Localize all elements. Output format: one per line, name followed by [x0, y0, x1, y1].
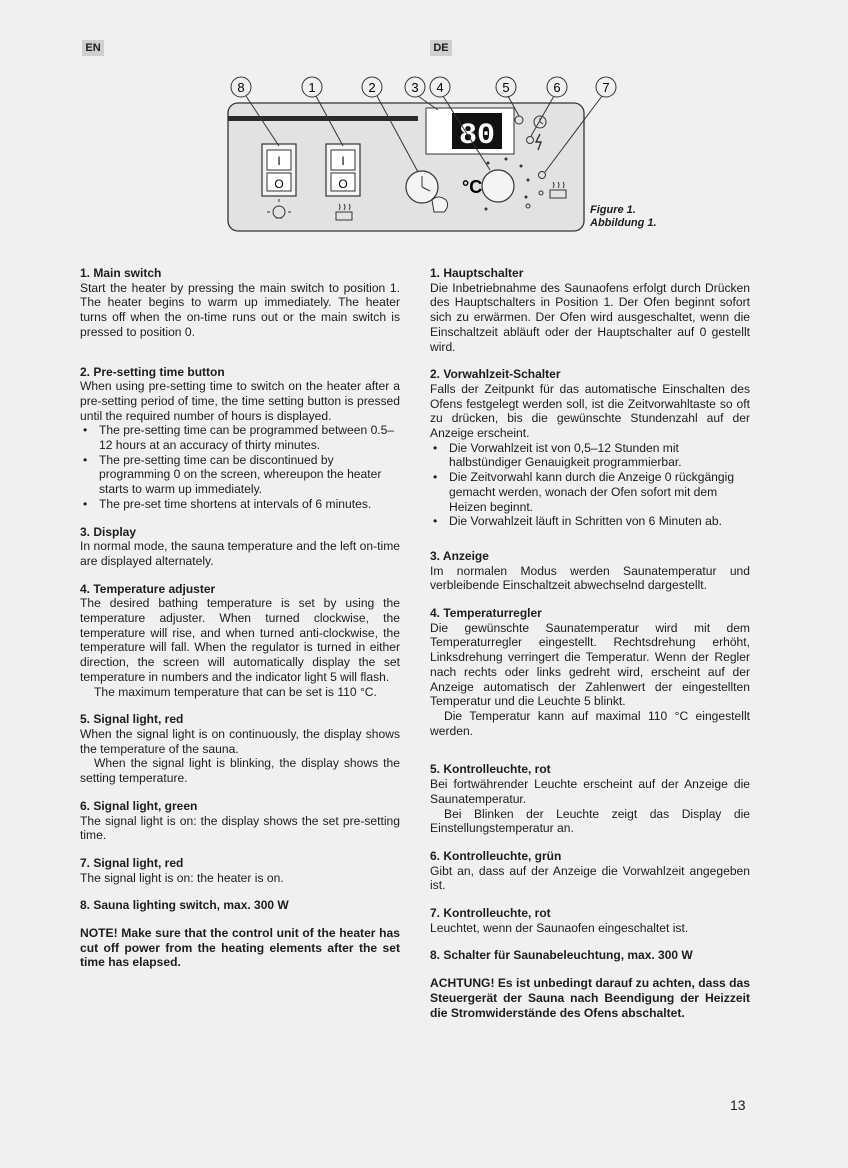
de-section-3-text: Im normalen Modus werden Saunatemperatur und verbleibende Einschaltzeit abwechselnd dargestellt.: [430, 563, 750, 593]
de-bullet-3: • Die Vorwahlzeit läuft in Schritten von 6 Minuten ab.: [430, 514, 750, 529]
control-panel-figure: [0, 0, 848, 240]
en-section-4-text: The desired bathing temperature is set by using the temperature adjuster. When turned clockwise, the temperature will rise, and when turned anti-clockwise, the temperature will fall. When the regulator is turned in either direction, the screen will automatically display the set temperature in numbers and the indicator light 5 will flash.: [80, 596, 400, 684]
display-value: 80: [458, 119, 496, 153]
de-section-7: [430, 906, 750, 935]
de-section-7-text: Leuchtet, wenn der Saunaofen eingeschaltet ist.: [430, 920, 689, 935]
en-section-5-title: 5. Signal light, red: [80, 712, 184, 727]
en-section-7: [80, 856, 400, 885]
de-section-5-title: 5. Kontrolleuchte, rot: [430, 762, 551, 777]
de-section-4: [430, 606, 750, 738]
de-section-6-text: Gibt an, dass auf der Anzeige die Vorwahlzeit angegeben ist.: [430, 863, 750, 893]
de-bullet-1: • Die Vorwahlzeit ist von 0,5–12 Stunden mit halbstündiger Genauigkeit programmierbar.: [430, 441, 750, 470]
en-section-7-title: 7. Signal light, red: [80, 855, 184, 870]
en-section-8: [80, 898, 400, 913]
lang-tag-de: DE: [430, 40, 452, 56]
en-section-1-text: Start the heater by pressing the main switch to position 1. The heater begins to warm up immediately. The heater turns off when the on-time runs out or the main switch is pressed to position 0.: [80, 280, 400, 339]
callout-5-label: 5: [502, 80, 510, 95]
de-section-5: [430, 762, 750, 836]
en-note: NOTE! Make sure that the control unit of the heater has cut off power from the heating elements after the set time has elapsed.: [80, 926, 400, 970]
de-section-1-title: 1. Hauptschalter: [430, 266, 524, 280]
en-section-2-bullets: [80, 423, 400, 511]
light-switch-on-label: I: [277, 154, 281, 168]
callout-7-label: 7: [602, 80, 610, 95]
de-section-2-title: 2. Vorwahlzeit-Schalter: [430, 367, 561, 382]
light-switch-off-label: O: [274, 177, 284, 191]
de-section-2-bullets: [430, 441, 750, 529]
en-section-1: [80, 266, 400, 340]
de-section-3-title: 3. Anzeige: [430, 548, 489, 563]
temperature-knob: [482, 170, 514, 202]
german-column: [430, 266, 750, 1020]
de-section-6-title: 6. Kontrolleuchte, grün: [430, 848, 562, 863]
lang-tag-en: EN: [82, 40, 104, 56]
en-bullet-1: • The pre-setting time can be programmed between 0.5–12 hours at an accuracy of thirty minutes.: [80, 423, 400, 452]
de-note: ACHTUNG! Es ist unbedingt darauf zu achten, dass das Steuergerät der Sauna nach Beendigung der Heizzeit die Stromwiderstände des Ofens abschaltet.: [430, 976, 750, 1020]
page-number: 13: [730, 1097, 746, 1113]
temp-symbol: °C: [462, 177, 483, 197]
en-section-6-text: The signal light is on: the display shows the set pre-setting time.: [80, 813, 400, 843]
en-section-3-text: In normal mode, the sauna temperature and the left on-time are displayed alternately.: [80, 539, 400, 568]
en-section-5-text: When the signal light is on continuously, the display shows the temperature of the sauna.: [80, 726, 400, 756]
en-section-5: [80, 712, 400, 786]
de-section-8: [430, 948, 750, 963]
en-section-2-title: 2. Pre-setting time button: [80, 364, 225, 379]
de-section-2: [430, 367, 750, 529]
en-section-4-title: 4. Temperature adjuster: [80, 581, 216, 596]
callout-4-label: 4: [436, 80, 444, 95]
de-bullet-2: • Die Zeitvorwahl kann durch die Anzeige 0 rückgängig gemacht werden, wonach der Ofen sofort mit dem Heizen beginnt.: [430, 470, 750, 514]
en-section-4: [80, 582, 400, 700]
de-section-1: [430, 266, 750, 354]
callout-3-label: 3: [411, 80, 419, 95]
hand-press-icon: [432, 197, 448, 212]
en-section-3-title: 3. Display: [80, 524, 137, 539]
en-bullet-3: • The pre-set time shortens at intervals of 6 minutes.: [80, 497, 400, 512]
de-section-5-text: Bei fortwährender Leuchte erscheint auf der Anzeige die Saunatemperatur.: [430, 777, 750, 806]
de-section-7-title: 7. Kontrolleuchte, rot: [430, 906, 551, 921]
de-section-4-text2: Die Temperatur kann auf maximal 110 °C eingestellt werden.: [430, 708, 750, 738]
de-section-6: [430, 849, 750, 893]
en-bullet-2: • The pre-setting time can be discontinued by programming 0 on the screen, whereupon the heater starts to warm up immediately.: [80, 453, 400, 497]
figure-caption-de: Abbildung 1.: [590, 217, 657, 229]
en-section-6: [80, 799, 400, 843]
en-section-8-title: 8. Sauna lighting switch, max. 300 W: [80, 898, 289, 913]
en-section-2-text: When using pre-setting time to switch on the heater after a pre-setting period of time, the time setting button is pressed until the required number of hours is displayed.: [80, 379, 400, 423]
main-switch-off-label: O: [338, 177, 348, 191]
en-section-7-text: The signal light is on: the heater is on.: [80, 870, 284, 885]
de-section-3: [430, 549, 750, 593]
english-column: [80, 266, 400, 970]
figure-caption: [590, 204, 657, 230]
en-section-6-title: 6. Signal light, green: [80, 798, 198, 813]
de-section-8-title: 8. Schalter für Saunabeleuchtung, max. 300 W: [430, 948, 693, 963]
callout-2-label: 2: [368, 80, 376, 95]
de-section-2-text: Falls der Zeitpunkt für das automatische Einschalten des Ofens festgelegt werden soll, ist die Zeitvorwahltaste so oft zu drücken, bis die gewünschte Stundenzahl auf der Anzeige erscheint.: [430, 381, 750, 441]
de-section-1-text: Die Inbetriebnahme des Saunaofens erfolgt durch Drücken des Hauptschalters in Position 1. Der Ofen beginnt sofort sich zu erwärmen. Der Ofen wird ausgeschaltet, wenn die Einschaltzeit abläuft oder der Hauptschalter auf 0 gestellt wird.: [430, 280, 750, 354]
en-section-5-text2: When the signal light is blinking, the display shows the setting temperature.: [80, 756, 400, 786]
en-section-2: [80, 365, 400, 512]
callout-6-label: 6: [553, 80, 561, 95]
de-section-5-text2: Bei Blinken der Leuchte zeigt das Display die Einstellungstemperatur an.: [430, 806, 750, 836]
en-section-3: [80, 525, 400, 569]
de-section-4-title: 4. Temperaturregler: [430, 606, 542, 621]
en-section-4-text2: The maximum temperature that can be set is 110 °C.: [94, 684, 377, 699]
callout-1-label: 1: [308, 80, 316, 95]
en-section-1-title: 1. Main switch: [80, 266, 162, 280]
de-section-4-text: Die gewünschte Saunatemperatur wird mit dem Temperaturregler eingestellt. Rechtsdrehung erhöht, Linksdrehung verringert die Temperatur. Wenn der Regler nach rechts oder links gedreht wird, erscheint auf der Anzeige automatisch der Zahlenwert der eingestellten Temperatur und die Leuchte 5 blinkt.: [430, 620, 750, 709]
figure-caption-en: Figure 1.: [590, 204, 636, 216]
main-switch-on-label: I: [341, 154, 345, 168]
callout-8-label: 8: [237, 80, 245, 95]
